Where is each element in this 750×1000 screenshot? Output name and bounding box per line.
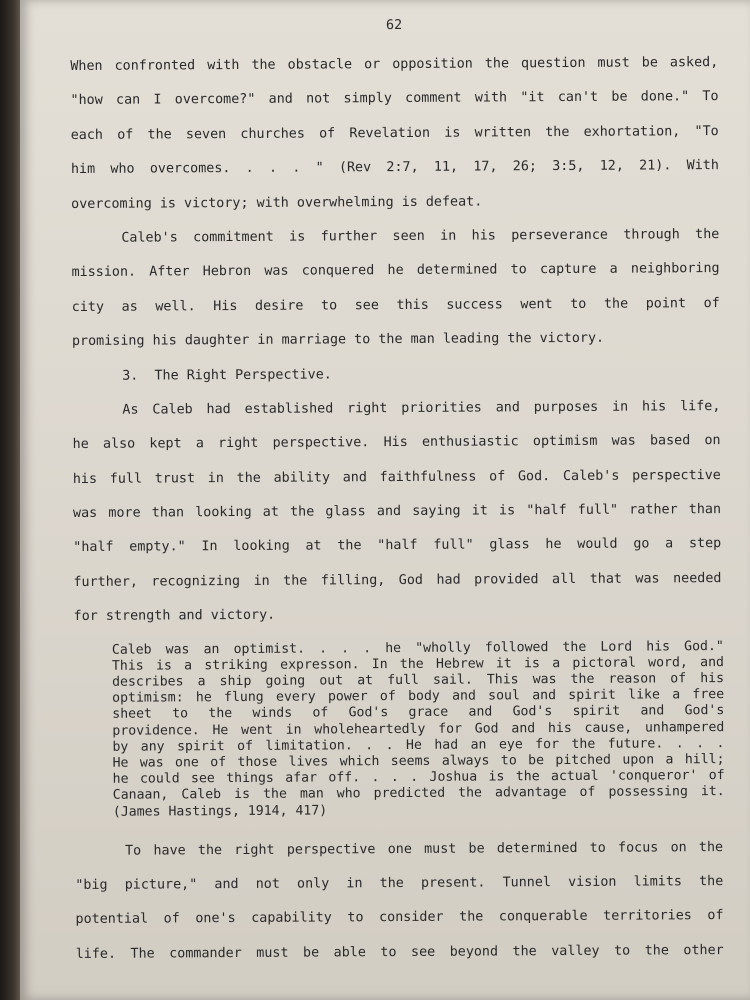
quote-line: providence. He went in wholeheartedly for God and his cause, unhampered bbox=[112, 719, 725, 739]
quote-line: by any spirit of limitation. . . He had an eye for the future. . . . bbox=[112, 735, 725, 755]
text-line: each of the seven churches of Revelation is written the exhortation, "To bbox=[70, 123, 719, 143]
text-line: was more than looking at the glass and saying it is "half full" rather than bbox=[72, 502, 722, 522]
text-line: him who overcomes. . . . " (Rev 2:7, 11, 17, 26; 3:5, 12, 21). With bbox=[70, 158, 719, 178]
paragraph-overcoming bbox=[70, 46, 719, 222]
text-line: promising his daughter in marriage to the man leading the victory. bbox=[71, 330, 605, 350]
page-text-area bbox=[70, 14, 724, 972]
text-line: he also kept a right perspective. His enthusiastic optimism was based on bbox=[72, 433, 721, 453]
paragraph-perseverance bbox=[71, 218, 720, 360]
quote-line: describes a ship going out at full sail. This was the reason of his bbox=[112, 671, 725, 690]
quote-line: optimism: he flung every power of body and soul and spirit like a free bbox=[112, 687, 725, 706]
text-line: To have the right perspective one must be determined to focus on the bbox=[125, 839, 724, 859]
text-line: further, recognizing in the filling, God had provided all that was needed bbox=[73, 570, 722, 590]
text-line: "half empty." In looking at the "half full" glass he would go a step bbox=[73, 536, 722, 556]
text-line: his full trust in the ability and faithfulness of God. Caleb's perspective bbox=[72, 467, 721, 487]
paragraph-big-picture bbox=[75, 831, 724, 973]
text-line: "how can I overcome?" and not simply comment with "it can't be done." To bbox=[70, 89, 719, 109]
text-line: life. The commander must be able to see beyond the valley to the other bbox=[75, 942, 724, 962]
quote-line: he could see things afar off. . . . Joshua is the actual 'conqueror' of bbox=[112, 768, 725, 787]
quote-line: Caleb was an optimist. . . . he "wholly followed the Lord his God." bbox=[111, 638, 724, 658]
text-line: city as well. His desire to see this success went to the point of bbox=[71, 295, 720, 315]
page-number: 62 bbox=[385, 17, 403, 34]
paragraph-perspective bbox=[72, 390, 721, 635]
quote-line: sheet to the winds of God's grace and God's spirit and God's bbox=[112, 703, 725, 723]
text-line: Caleb's commitment is further seen in his perseverance through the bbox=[121, 226, 720, 246]
text-line: potential of one's capability to consider the conquerable territories of bbox=[75, 908, 724, 928]
text-line: "big picture," and not only in the present. Tunnel vision limits the bbox=[75, 874, 724, 894]
block-quote bbox=[112, 639, 725, 821]
quote-citation: (James Hastings, 1914, 417) bbox=[112, 802, 328, 820]
document-page bbox=[20, 0, 750, 1000]
text-line: mission. After Hebron was conquered he determined to capture a neighboring bbox=[71, 261, 720, 281]
quote-line: He was one of those lives which seems always to be pitched upon a hill; bbox=[112, 751, 725, 771]
text-line: for strength and victory. bbox=[73, 608, 276, 625]
section-heading: 3. The Right Perspective. bbox=[122, 366, 332, 384]
quote-line: This is a striking expresson. In the Hebrew it is a pictoral word, and bbox=[111, 654, 724, 674]
text-line: As Caleb had established right priorities and purposes in his life, bbox=[122, 398, 721, 418]
quote-line: Canaan, Caleb is the man who predicted the advantage of possessing it. bbox=[112, 784, 725, 804]
book-gutter bbox=[0, 0, 22, 1000]
text-line: When confronted with the obstacle or opposition the question must be asked, bbox=[70, 55, 719, 74]
text-line: overcoming is victory; with overwhelming is defeat. bbox=[71, 194, 483, 212]
